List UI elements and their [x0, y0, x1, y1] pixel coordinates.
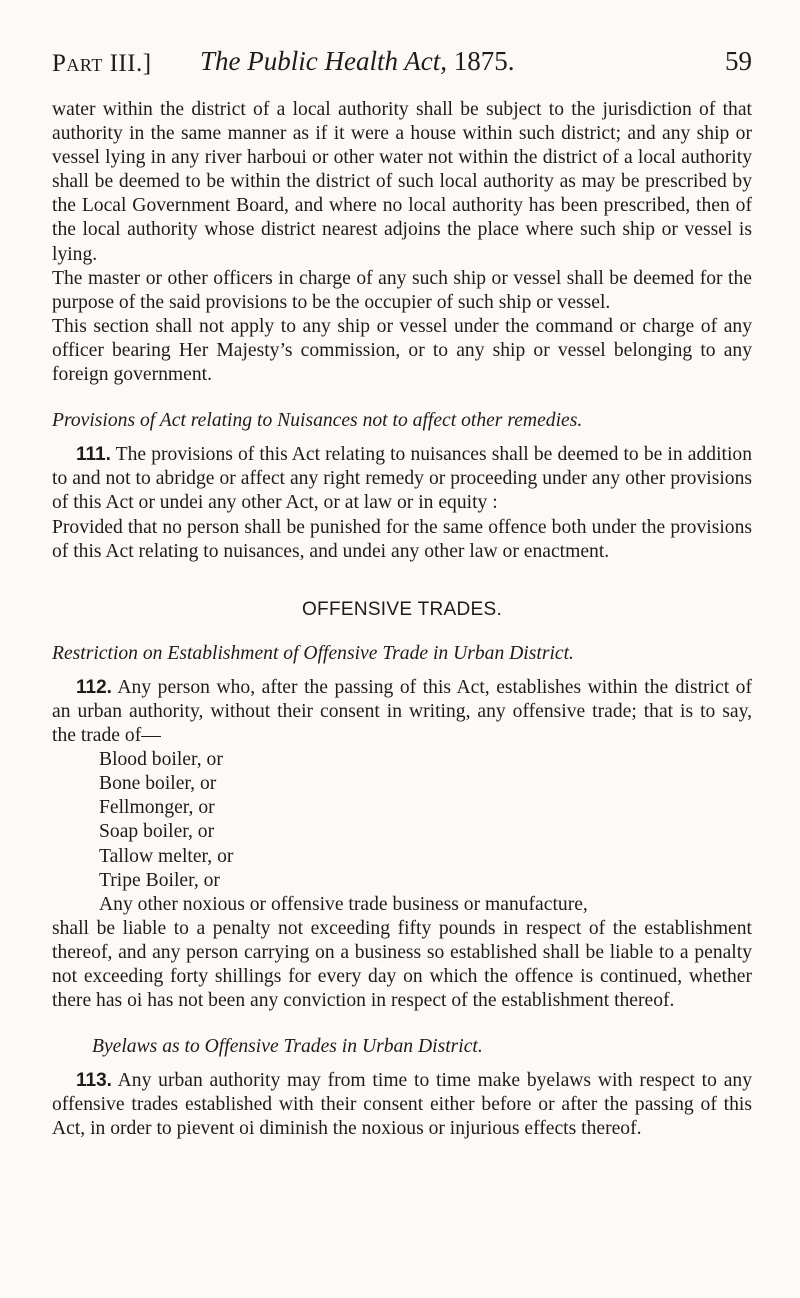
section-heading: Restriction on Establishment of Offensive Trade in Urban District.	[52, 642, 574, 664]
list-item: Blood boiler, or	[99, 749, 223, 771]
trade-list	[52, 748, 752, 917]
paragraph: water within the district of a local authority shall be subject to the jurisdiction of that authority in the same manner as if it were a house within such district; and any ship or vessel lying in any river harboui or other water not within the district of a local authority shall be deemed to be within the district of such local authority as may be prescribed by the Local Government Board, and where no local authority has been prescribed, then of the local authority whose district nearest adjoins the place where such ship or vessel is lying.	[52, 99, 752, 265]
list-item: Tripe Boiler, or	[99, 869, 220, 891]
list-item: Any other noxious or offensive trade business or manufacture,	[99, 893, 588, 915]
section-text: The provisions of this Act relating to nuisances shall be deemed to be in addition to and not to abridge or affect any right remedy or proceeding under any other provisions of this Act or undei any other Act, or at law or in equity :	[52, 444, 753, 514]
running-title	[200, 46, 514, 77]
penalty-paragraph: shall be liable to a penalty not exceeding fifty pounds in respect of the establishment thereof, and any person carrying on a business so established shall be liable to a penalty not exceeding forty shillings for every day on which the offence is continued, whether there has oi has not been any conviction in respect of the establishment thereof.	[52, 917, 752, 1012]
list-item: Fellmonger, or	[99, 797, 215, 819]
section-paragraph	[52, 1069, 752, 1141]
section-number: 112.	[76, 676, 112, 698]
running-header	[52, 46, 752, 86]
part-heading: OFFENSIVE TRADES.	[301, 598, 503, 620]
section-paragraph	[52, 443, 752, 515]
part-label: Part III.]	[52, 50, 152, 77]
list-item: Bone boiler, or	[99, 773, 217, 795]
list-item: Soap boiler, or	[99, 821, 215, 843]
section-paragraph	[52, 676, 752, 748]
section-text: Any person who, after the passing of this Act, establishes within the district of an urban authority, without their consent in writing, any offensive trade; that is to say, the trade of—	[52, 676, 752, 747]
paragraph: The master or other officers in charge of any such ship or vessel shall be deemed for the purpose of the said provisions to be the occupier of such ship or vessel.	[52, 267, 752, 313]
section-number: 113.	[76, 1070, 112, 1092]
act-year: 1875.	[453, 46, 515, 76]
section-number: 111.	[76, 444, 111, 466]
section-heading: Byelaws as to Offensive Trades in Urban District.	[92, 1036, 483, 1058]
section-text: Any urban authority may from time to time make byelaws with respect to any offensive trades established with their consent either before or after the passing of this Act, in order to pievent oi diminish the noxious or injurious effects thereof.	[52, 1070, 752, 1140]
list-item: Tallow melter, or	[99, 845, 234, 867]
act-title: The Public Health Act,	[200, 46, 447, 76]
proviso-paragraph: Provided that no person shall be punished for the same offence both under the provisions of this Act relating to nuisances, and undei any other law or enactment.	[52, 516, 752, 562]
paragraph: This section shall not apply to any ship or vessel under the command or charge of any officer bearing Her Majesty’s commission, or to any ship or vessel belonging to any foreign government.	[52, 315, 752, 386]
page-body	[52, 98, 752, 1142]
page-number: 59	[725, 46, 752, 76]
section-heading: Provisions of Act relating to Nuisances not to affect other remedies.	[52, 410, 583, 432]
